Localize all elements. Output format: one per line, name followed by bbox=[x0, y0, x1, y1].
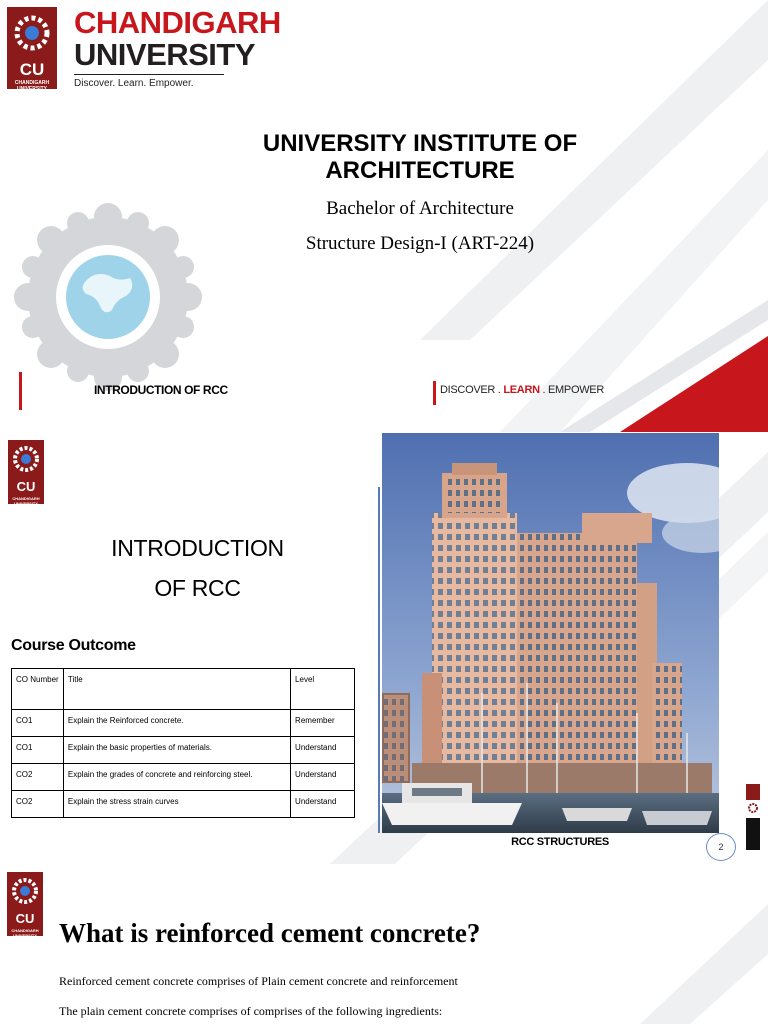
cu-emblem-icon bbox=[7, 872, 43, 908]
title-slide bbox=[0, 0, 768, 432]
header-title: Title bbox=[63, 669, 290, 710]
course-name: Structure Design-I (ART-224) bbox=[305, 233, 535, 254]
cu-logo bbox=[7, 872, 43, 936]
slide-title-line2: OF RCC bbox=[154, 575, 241, 601]
photo-frame-edge bbox=[378, 487, 380, 833]
logo-initials: CU bbox=[19, 60, 45, 79]
edge-emblem-icon bbox=[747, 802, 759, 814]
brand-divider bbox=[74, 74, 224, 75]
rcc-building-photo bbox=[382, 433, 719, 833]
cell-title: Explain the stress strain curves bbox=[63, 791, 290, 818]
cu-emblem-icon bbox=[7, 7, 57, 57]
logo-caption: CHANDIGARH UNIVERSITY bbox=[12, 496, 40, 506]
logo-caption: CHANDIGARH UNIVERSITY bbox=[11, 928, 39, 938]
cell-title: Explain the Reinforced concrete. bbox=[63, 710, 290, 737]
definition-slide bbox=[0, 864, 768, 1024]
cell-level: Understand bbox=[291, 737, 355, 764]
footer-motto bbox=[440, 384, 604, 396]
motto-learn: LEARN bbox=[503, 384, 540, 396]
course-outcome-table bbox=[11, 668, 355, 818]
footer-left-accent bbox=[19, 372, 22, 410]
cu-logo bbox=[8, 440, 44, 504]
cell-co: CO2 bbox=[12, 764, 64, 791]
edge-logo-strip bbox=[746, 784, 760, 850]
brand-tagline: Discover. Learn. Empower. bbox=[74, 78, 194, 89]
page-number-badge: 2 bbox=[706, 833, 736, 861]
slide-title bbox=[60, 528, 335, 608]
institute-title-line1: UNIVERSITY INSTITUTE OF bbox=[262, 130, 578, 157]
course-outcome-heading: Course Outcome bbox=[11, 637, 136, 654]
paragraph-1: Reinforced cement concrete comprises of Plain cement concrete and reinforcement bbox=[59, 974, 458, 988]
cell-title: Explain the basic properties of materials. bbox=[63, 737, 290, 764]
cell-co: CO1 bbox=[12, 737, 64, 764]
logo-initials: CU bbox=[15, 911, 35, 926]
logo-caption: CHANDIGARH UNIVERSITY bbox=[14, 80, 50, 92]
cell-co: CO1 bbox=[12, 710, 64, 737]
cell-level: Remember bbox=[291, 710, 355, 737]
cell-level: Understand bbox=[291, 764, 355, 791]
slide-heading: What is reinforced cement concrete? bbox=[59, 918, 481, 948]
header-co-number: CO Number bbox=[12, 669, 64, 710]
slide-title-line1: INTRODUCTION bbox=[111, 535, 284, 561]
header-level: Level bbox=[291, 669, 355, 710]
institute-title-line2: ARCHITECTURE bbox=[325, 157, 515, 184]
table-row bbox=[12, 791, 355, 818]
program-name: Bachelor of Architecture bbox=[326, 198, 514, 219]
gear-globe-icon bbox=[5, 197, 215, 397]
table-row bbox=[12, 764, 355, 791]
footer-presentation-title: INTRODUCTION OF RCC bbox=[94, 383, 228, 397]
footer-right-accent bbox=[433, 381, 436, 405]
table-row bbox=[12, 737, 355, 764]
brand-name-line1: CHANDIGARH bbox=[74, 5, 281, 40]
cell-co: CO2 bbox=[12, 791, 64, 818]
cell-title: Explain the grades of concrete and reinforcing steel. bbox=[63, 764, 290, 791]
cu-logo bbox=[7, 7, 57, 92]
paragraph-2: The plain cement concrete comprises of comprises of the following ingredients: bbox=[59, 1004, 443, 1018]
brand-name-line2: UNIVERSITY bbox=[74, 37, 256, 72]
cu-emblem-icon bbox=[8, 440, 44, 476]
motto-empower: . EMPOWER bbox=[542, 384, 604, 396]
image-caption: RCC STRUCTURES bbox=[511, 836, 609, 848]
logo-initials: CU bbox=[16, 479, 36, 494]
table-row bbox=[12, 710, 355, 737]
table-header-row bbox=[12, 669, 355, 710]
institute-title bbox=[200, 130, 640, 184]
course-outcome-slide bbox=[0, 432, 768, 864]
cell-level: Understand bbox=[291, 791, 355, 818]
motto-discover: DISCOVER . bbox=[440, 384, 501, 396]
